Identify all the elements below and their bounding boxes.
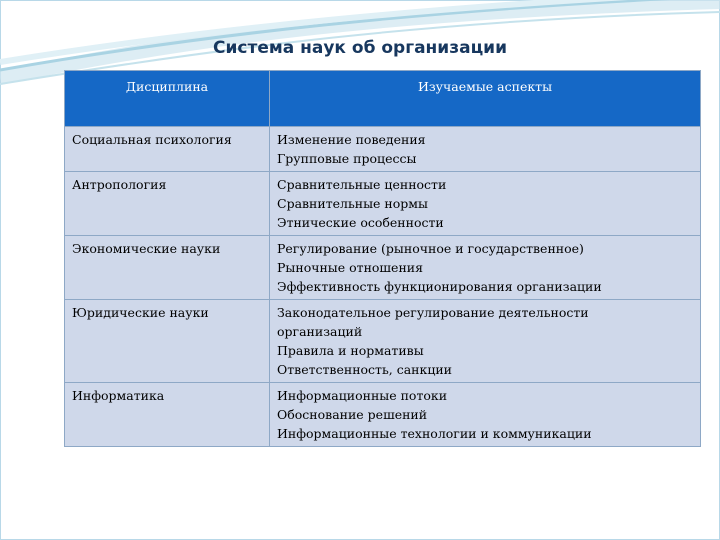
discipline-cell: Юридические науки: [65, 300, 270, 383]
aspects-cell: [270, 383, 701, 447]
table-row: [65, 300, 701, 383]
aspect-line: Сравнительные нормы: [277, 196, 428, 211]
table-row: [65, 236, 701, 300]
aspects-cell: [270, 236, 701, 300]
aspect-line: Сравнительные ценности: [277, 177, 447, 192]
aspect-line: Информационные технологии и коммуникации: [277, 426, 592, 441]
discipline-cell: Экономические науки: [65, 236, 270, 300]
aspect-line: Групповые процессы: [277, 151, 417, 166]
aspects-cell: [270, 172, 701, 236]
aspect-line: Регулирование (рыночное и государственное): [277, 241, 584, 256]
aspect-line: Информационные потоки: [277, 388, 448, 403]
table-row: [65, 172, 701, 236]
discipline-cell: Антропология: [65, 172, 270, 236]
aspect-line: Правила и нормативы: [277, 343, 424, 358]
discipline-cell: Информатика: [65, 383, 270, 447]
table-row: [65, 127, 701, 172]
aspect-line: Рыночные отношения: [277, 260, 423, 275]
aspect-line: Этнические особенности: [277, 215, 444, 230]
discipline-cell: Социальная психология: [65, 127, 270, 172]
aspect-line: Законодательное регулирование деятельности: [277, 305, 589, 320]
column-header-aspects: Изучаемые аспекты: [270, 71, 701, 127]
aspect-line: организаций: [277, 324, 363, 339]
aspect-line: Ответственность, санкции: [277, 362, 453, 377]
aspect-line: Изменение поведения: [277, 132, 426, 147]
aspects-cell: [270, 300, 701, 383]
disciplines-table: [64, 70, 701, 447]
slide-title: Система наук об организации: [213, 38, 507, 58]
aspects-cell: [270, 127, 701, 172]
aspect-line: Обоснование решений: [277, 407, 428, 422]
table-header-row: [65, 71, 701, 127]
aspect-line: Эффективность функционирования организации: [277, 279, 602, 294]
column-header-discipline: Дисциплина: [65, 71, 270, 127]
table-row: [65, 383, 701, 447]
